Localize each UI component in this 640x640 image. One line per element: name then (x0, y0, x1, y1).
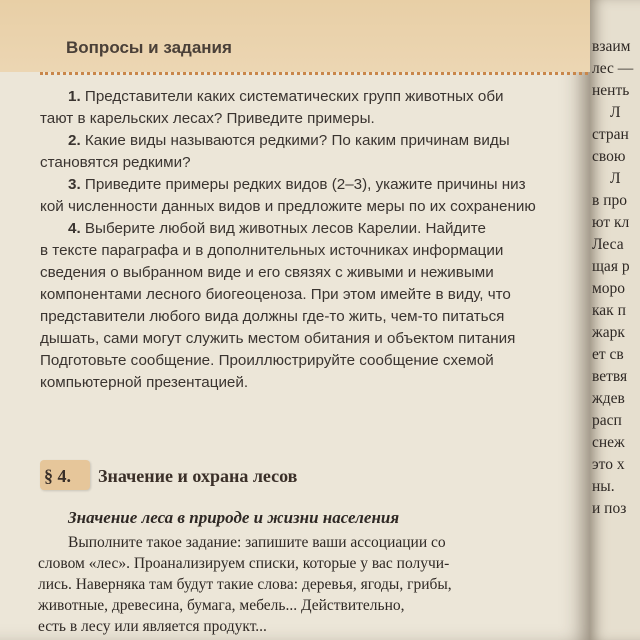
right-line: Л (610, 104, 621, 121)
question-number: 4. (68, 220, 81, 237)
right-line: лес — (592, 60, 634, 77)
right-page-text (592, 36, 640, 520)
right-line: как п (592, 302, 626, 319)
question-text: Выберите любой вид животных лесов Карелии. Найдите (84, 220, 487, 237)
right-line: в про (592, 192, 627, 209)
questions-list (40, 86, 580, 394)
right-line: жарк (592, 324, 625, 341)
question-3 (40, 174, 580, 218)
right-line: Леса (592, 236, 624, 253)
question-4 (40, 218, 580, 394)
question-text: компьютерной презентацией. (40, 374, 249, 391)
section-heading (40, 458, 590, 494)
right-line: снеж (592, 434, 625, 451)
question-text: кой численности данных видов и предложите меры по их сохранению (40, 198, 536, 215)
question-text: в тексте параграфа и в дополнительных источниках информации (40, 242, 504, 259)
section-number: § 4. (44, 466, 71, 486)
right-line: и поз (592, 500, 627, 517)
right-line: ветвя (592, 368, 628, 385)
question-text: представители любого вида должны где-то жить, чем-то питаться (40, 308, 505, 325)
question-number: 2. (68, 132, 81, 149)
right-line: моро (592, 280, 626, 297)
question-text: Подготовьте сообщение. Проиллюстрируйте сообщение схемой (40, 352, 494, 369)
question-2 (40, 130, 580, 174)
section-title: Значение и охрана лесов (98, 466, 298, 486)
right-line: это х (592, 456, 625, 473)
right-line: расп (592, 412, 622, 429)
question-text: Приведите примеры редких видов (2–3), укажите причины низ (84, 176, 526, 193)
subsection-title: Значение леса в природе и жизни населения (68, 508, 400, 527)
right-line: взаим (592, 38, 631, 55)
right-line: Л (610, 170, 621, 187)
questions-header-band (0, 0, 592, 72)
body-line: словом «лес». Проанализируем списки, которые у вас получи- (38, 555, 450, 572)
body-line: Выполните такое задание: запишите ваши ассоциации со (68, 534, 446, 551)
question-number: 1. (68, 88, 81, 105)
question-text: дышать, сами могут служить местом обитания и объектом питания (40, 330, 516, 347)
dotted-divider (40, 72, 592, 75)
questions-header-title: Вопросы и задания (66, 38, 232, 57)
question-text: сведения о выбранном виде и его связях с живыми и неживыми (40, 264, 494, 281)
question-1 (40, 86, 580, 130)
question-text: компонентами лесного биогеоценоза. При этом имейте в виду, что (40, 286, 511, 303)
right-line: ют кл (592, 214, 630, 231)
body-line: животные, древесина, бумага, мебель... Действительно, (38, 597, 405, 614)
right-line: ненть (592, 82, 630, 99)
body-line: есть в лесу или является продукт... (38, 618, 267, 635)
section-badge (40, 460, 90, 490)
right-line: стран (592, 126, 629, 143)
right-line: свою (592, 148, 626, 165)
right-line: ждев (592, 390, 625, 407)
question-text: становятся редкими? (40, 154, 191, 171)
question-number: 3. (68, 176, 81, 193)
question-text: тают в карельских лесах? Приведите примеры. (40, 110, 375, 127)
question-text: Представители каких систематических групп животных оби (84, 88, 504, 105)
question-text: Какие виды называются редкими? По каким причинам виды (84, 132, 510, 149)
right-line: ны. (592, 478, 615, 495)
right-line: щая р (592, 258, 630, 275)
body-line: лись. Наверняка там будут такие слова: деревья, ягоды, грибы, (38, 576, 452, 593)
right-line: ет св (592, 346, 624, 363)
body-text (38, 532, 578, 637)
